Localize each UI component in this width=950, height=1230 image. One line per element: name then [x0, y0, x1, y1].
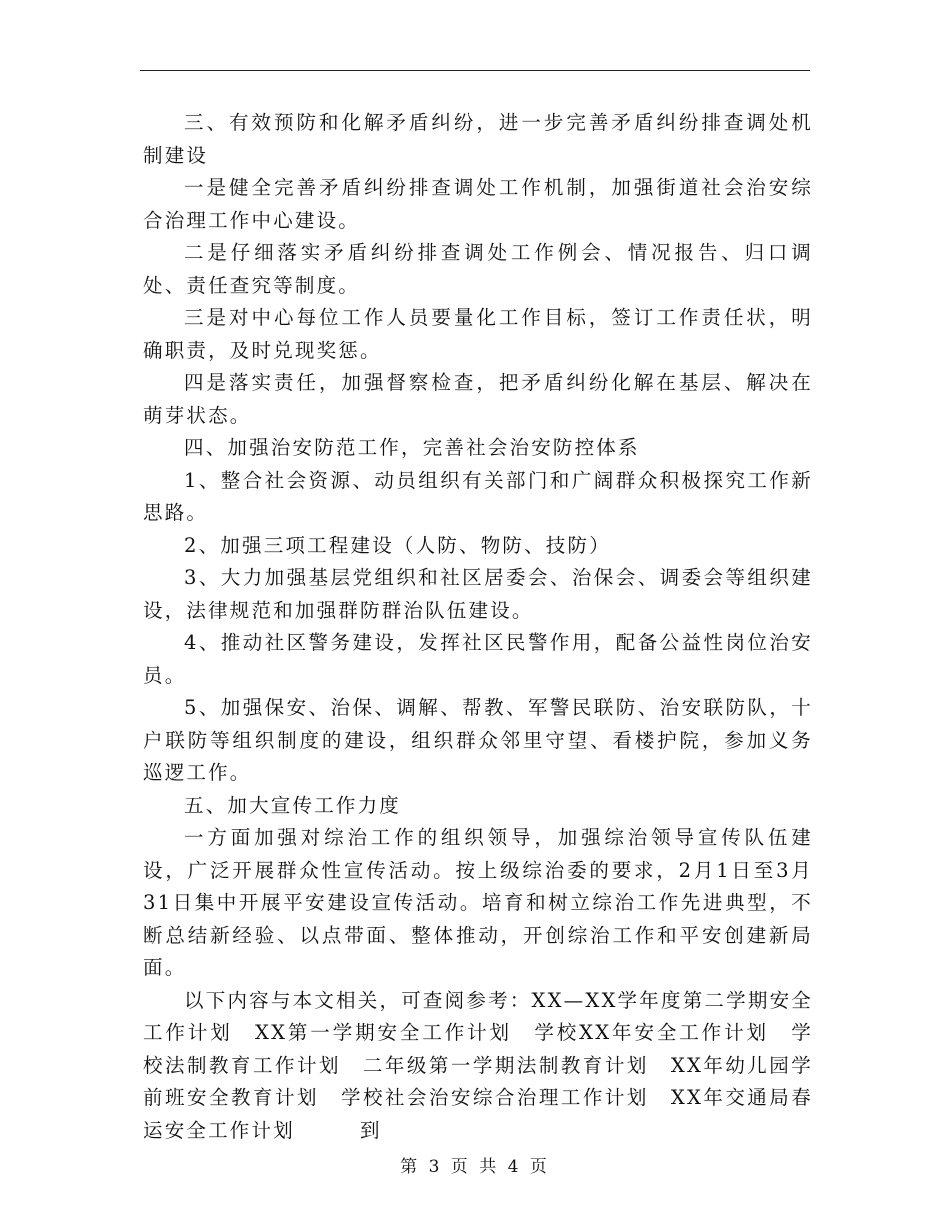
paragraph: 三是对中心每位工作人员要量化工作目标，签订工作责任状，明确职责，及时兑现奖惩。	[143, 306, 813, 362]
list-item: 2、加强三项工程建设（人防、物防、技防）	[184, 533, 611, 557]
paragraph: 一方面加强对综治工作的组织领导，加强综治领导宣传队伍建设，广泛开展群众性宣传活动。按上级综治委的要求，2月1日至3月31日集中开展平安建设宣传活动。培育和树立综治工作先进典型，不断总结新经验、以点带面、整体推动，开创综治工作和平安创建新局面。	[143, 826, 813, 979]
list-item: 3、大力加强基层党组织和社区居委会、治保会、调委会等组织建设，法律规范和加强群防群治队伍建设。	[143, 566, 813, 622]
paragraph: 一是健全完善矛盾纠纷排查调处工作机制，加强街道社会治安综合治理工作中心建设。	[143, 176, 813, 232]
list-item: 5、加强保安、治保、调解、帮教、军警民联防、治安联防队，十户联防等组织制度的建设，组织群众邻里守望、看楼护院，参加义务巡逻工作。	[143, 696, 813, 784]
list-item: 4、推动社区警务建设，发挥社区民警作用，配备公益性岗位治安员。	[143, 631, 813, 687]
section-heading-4: 四、加强治安防范工作，完善社会治安防控体系	[184, 436, 640, 459]
page-number-footer: 第 3 页 共 4 页	[400, 1157, 550, 1177]
paragraph: 四是落实责任，加强督察检查，把矛盾纠纷化解在基层、解决在萌芽状态。	[143, 371, 813, 427]
paragraph: 二是仔细落实矛盾纠纷排查调处工作例会、情况报告、归口调处、责任查究等制度。	[143, 241, 813, 297]
header-rule	[140, 70, 810, 71]
related-links-paragraph: 以下内容与本文相关，可查阅参考：XX—XX学年度第二学期安全工作计划 XX第一学期安全工作计划 学校XX年安全工作计划 学校法制教育工作计划 二年级第一学期法制教育计划 XX年幼儿园学前班安全教育计划 学校社会治安综合治理工作计划 XX年交通局春运安全工作计划 到	[143, 988, 813, 1142]
document-body	[143, 107, 813, 1147]
section-heading-3: 三、有效预防和化解矛盾纠纷，进一步完善矛盾纠纷排查调处机制建设	[143, 111, 813, 167]
section-heading-5: 五、加大宣传工作力度	[184, 793, 402, 817]
list-item: 1、整合社会资源、动员组织有关部门和广阔群众积极探究工作新思路。	[143, 468, 813, 524]
